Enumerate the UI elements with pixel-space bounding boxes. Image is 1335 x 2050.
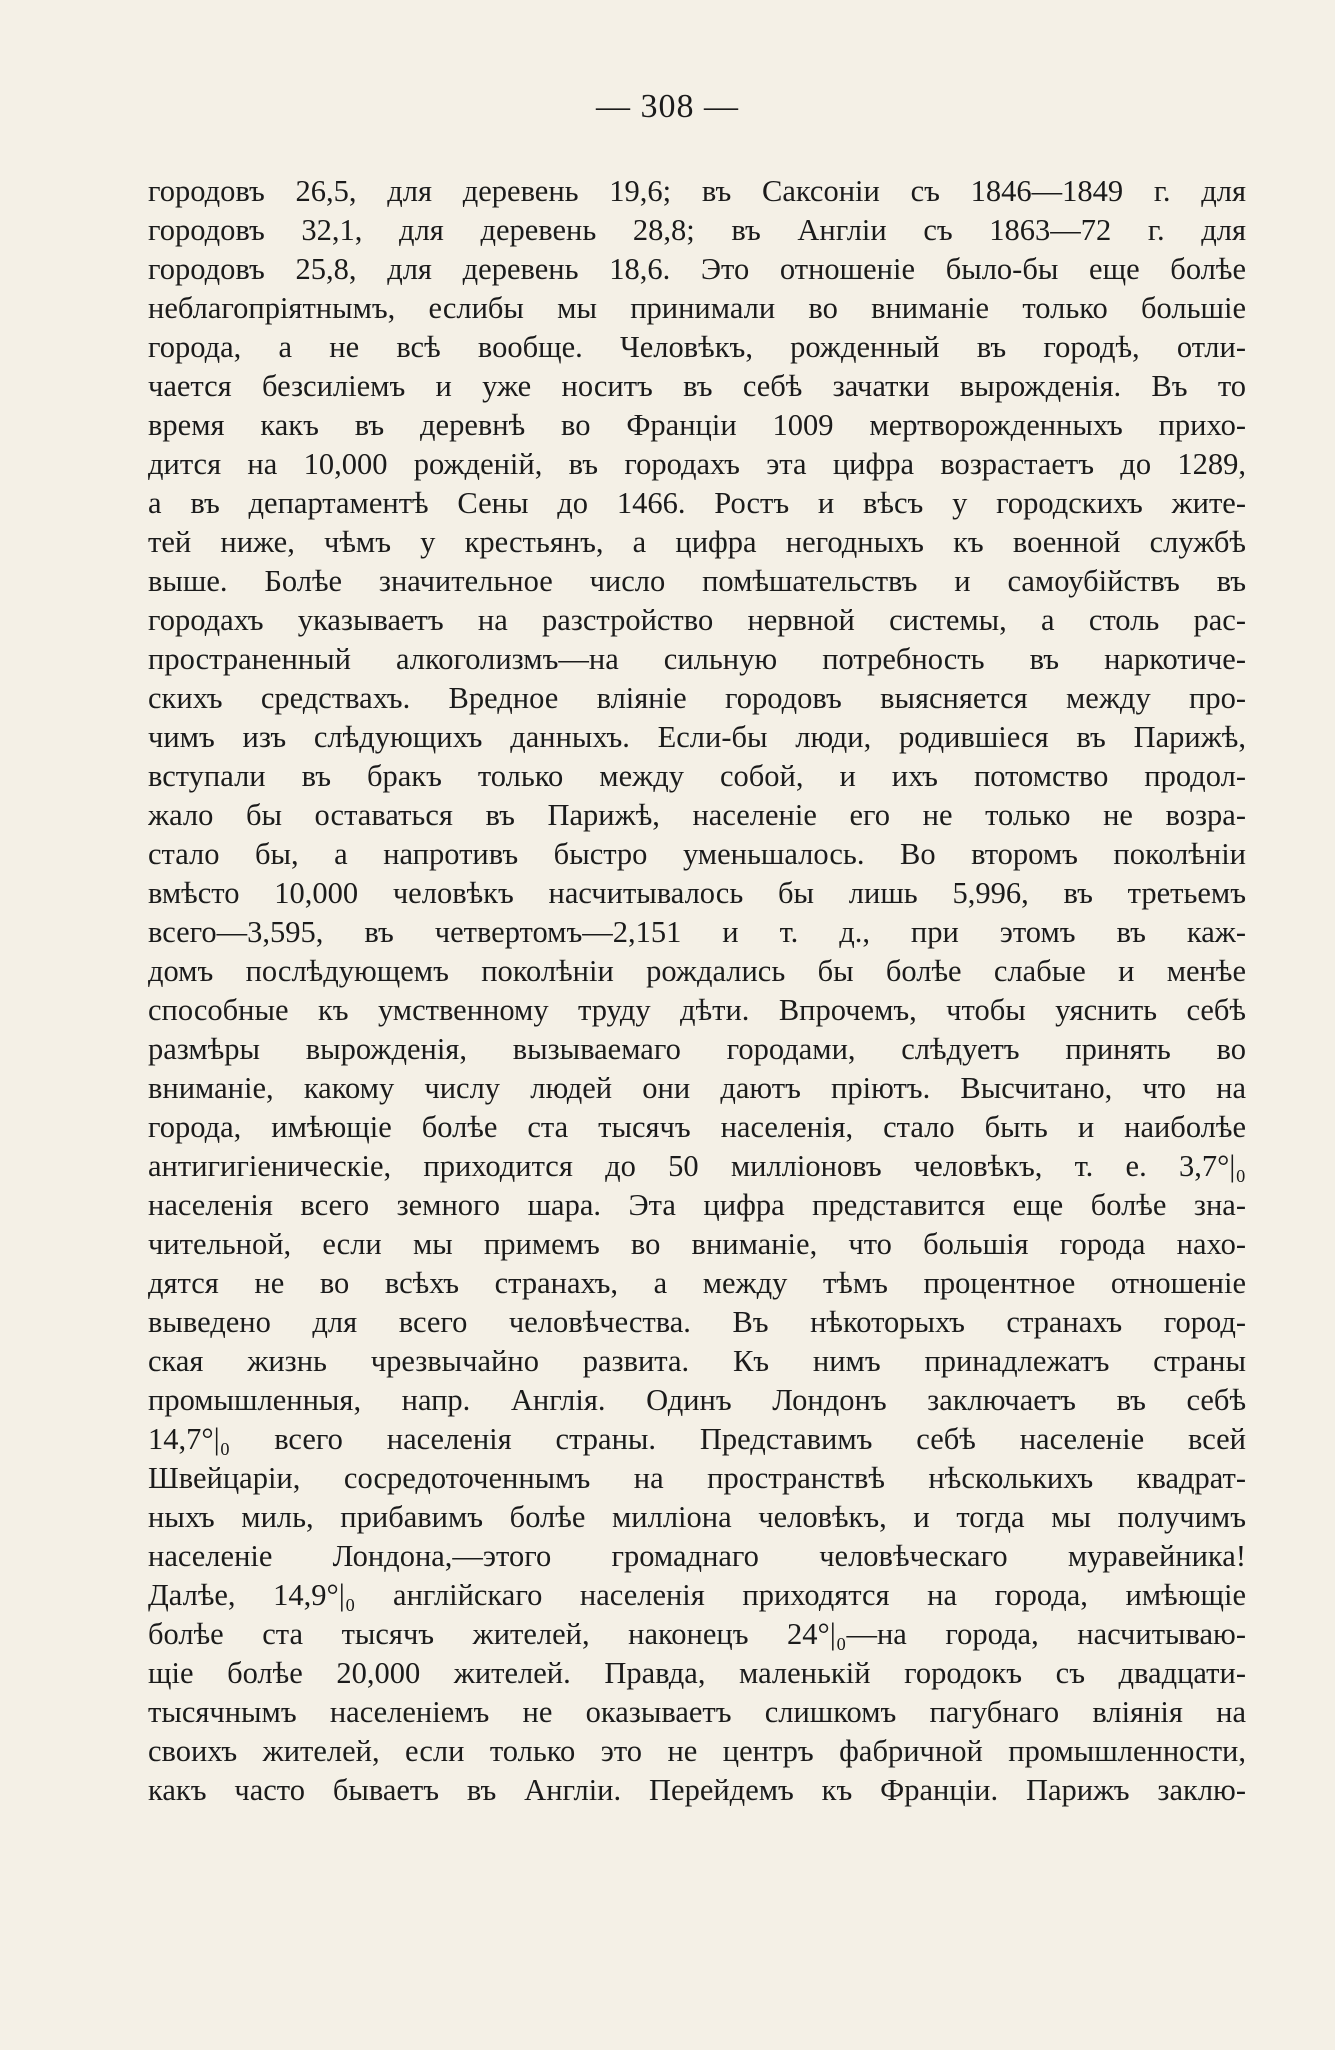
text-line: стало бы, а напротивъ быстро уменьшалось. Во второмъ поколѣніи <box>148 837 1246 871</box>
text-line: промышленныя, напр. Англія. Одинъ Лондонъ заключаетъ въ себѣ <box>148 1383 1246 1417</box>
body-text <box>148 172 1246 1810</box>
text-line: города, а не всѣ вообще. Человѣкъ, рожденный въ городѣ, отли- <box>148 330 1246 364</box>
text-line: дится на 10,000 рожденій, въ городахъ эта цифра возрастаетъ до 1289, <box>148 447 1246 481</box>
text-line: антигигіеническіе, приходится до 50 милліоновъ человѣкъ, т. е. 3,7°|₀ <box>148 1149 1246 1183</box>
text-line: чимъ изъ слѣдующихъ данныхъ. Если-бы люди, родившіеся въ Парижѣ, <box>148 720 1246 754</box>
text-line: городовъ 25,8, для деревень 18,6. Это отношеніе было-бы еще болѣе <box>148 252 1246 286</box>
text-line: 14,7°|₀ всего населенія страны. Представимъ себѣ населеніе всей <box>148 1422 1246 1456</box>
text-line: всего—3,595, въ четвертомъ—2,151 и т. д., при этомъ въ каж- <box>148 915 1246 949</box>
text-line: городовъ 26,5, для деревень 19,6; въ Саксоніи съ 1846—1849 г. для <box>148 174 1246 208</box>
text-line: вниманіе, какому числу людей они даютъ пріютъ. Высчитано, что на <box>148 1071 1246 1105</box>
text-line: тысячнымъ населеніемъ не оказываетъ слишкомъ пагубнаго вліянія на <box>148 1695 1246 1729</box>
text-line: болѣе ста тысячъ жителей, наконецъ 24°|₀—на города, насчитываю- <box>148 1617 1246 1651</box>
text-line: скихъ средствахъ. Вредное вліяніе городовъ выясняется между про- <box>148 681 1246 715</box>
text-line: ныхъ миль, прибавимъ болѣе милліона человѣкъ, и тогда мы получимъ <box>148 1500 1246 1534</box>
text-line: размѣры вырожденія, вызываемаго городами, слѣдуетъ принять во <box>148 1032 1246 1066</box>
text-line: неблагопріятнымъ, еслибы мы принимали во вниманіе только большіе <box>148 291 1246 325</box>
text-line: Далѣе, 14,9°|₀ англійскаго населенія приходятся на города, имѣющіе <box>148 1578 1246 1612</box>
text-line: вмѣсто 10,000 человѣкъ насчитывалось бы лишь 5,996, въ третьемъ <box>148 876 1246 910</box>
text-line: выше. Болѣе значительное число помѣшательствъ и самоубійствъ въ <box>148 564 1246 598</box>
page-number: — 308 — <box>596 88 739 125</box>
text-line: населеніе Лондона,—этого громаднаго человѣческаго муравейника! <box>148 1539 1246 1573</box>
text-line: Швейцаріи, сосредоточеннымъ на пространствѣ нѣсколькихъ квадрат- <box>148 1461 1246 1495</box>
text-line: время какъ въ деревнѣ во Франціи 1009 мертворожденныхъ прихо- <box>148 408 1246 442</box>
text-line: жало бы оставаться въ Парижѣ, населеніе его не только не возра- <box>148 798 1246 832</box>
text-line: а въ департаментѣ Сены до 1466. Ростъ и вѣсъ у городскихъ жите- <box>148 486 1246 520</box>
text-line: своихъ жителей, если только это не центръ фабричной промышленности, <box>148 1734 1246 1768</box>
text-line: дятся не во всѣхъ странахъ, а между тѣмъ процентное отношеніе <box>148 1266 1246 1300</box>
text-line: выведено для всего человѣчества. Въ нѣкоторыхъ странахъ город- <box>148 1305 1246 1339</box>
text-line: пространенный алкоголизмъ—на сильную потребность въ наркотиче- <box>148 642 1246 676</box>
text-line: города, имѣющіе болѣе ста тысячъ населенія, стало быть и наиболѣе <box>148 1110 1246 1144</box>
text-line: домъ послѣдующемъ поколѣніи рождались бы болѣе слабые и менѣе <box>148 954 1246 988</box>
text-line: способные къ умственному труду дѣти. Впрочемъ, чтобы уяснить себѣ <box>148 993 1246 1027</box>
text-line: тей ниже, чѣмъ у крестьянъ, а цифра негодныхъ къ военной службѣ <box>148 525 1246 559</box>
text-line: какъ часто бываетъ въ Англіи. Перейдемъ къ Франціи. Парижъ заклю- <box>148 1773 1246 1807</box>
text-line: ская жизнь чрезвычайно развита. Къ нимъ принадлежатъ страны <box>148 1344 1246 1378</box>
text-line: городовъ 32,1, для деревень 28,8; въ Англіи съ 1863—72 г. для <box>148 213 1246 247</box>
text-line: городахъ указываетъ на разстройство нервной системы, а столь рас- <box>148 603 1246 637</box>
text-line: щіе болѣе 20,000 жителей. Правда, маленькій городокъ съ двадцати- <box>148 1656 1246 1690</box>
text-line: вступали въ бракъ только между собой, и ихъ потомство продол- <box>148 759 1246 793</box>
text-line: чается безсиліемъ и уже носитъ въ себѣ зачатки вырожденія. Въ то <box>148 369 1246 403</box>
text-line: населенія всего земного шара. Эта цифра представится еще болѣе зна- <box>148 1188 1246 1222</box>
text-line: чительной, если мы примемъ во вниманіе, что большія города нахо- <box>148 1227 1246 1261</box>
